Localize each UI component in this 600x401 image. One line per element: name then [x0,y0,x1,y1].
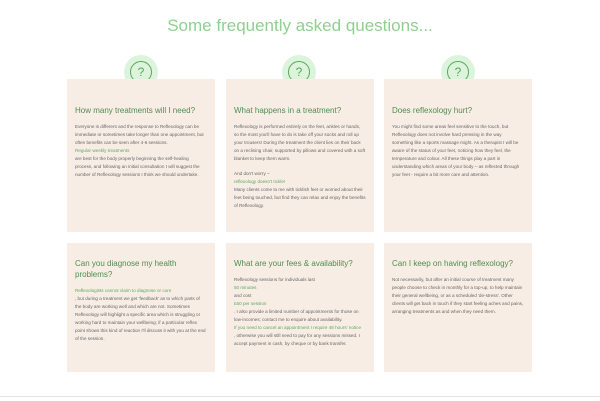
faq-card-diagnose [67,243,215,372]
faq-highlight: reflexology doesn't tickle! [234,178,286,184]
faq-question: Does reflexology hurt? [392,106,473,115]
question-icon: ? [130,61,152,83]
divider [0,396,600,397]
faq-text: . I also provide a limited number of appointments for those on low-incomes; contact me to enquire about availability. [234,308,359,322]
faq-highlight: 50 minutes [234,284,257,290]
faq-text: You might find some areas feel sensitive to the touch, but Reflexology does not involve hard pressing in the way something like a sports massage might. As a therapist I will be aware of the status of your feet, noticing how they feel, the temperature and colour. All these things play a part in understanding which areas of your body – as reflected through your feet - require a bit more care and attention. [392,123,520,177]
faq-card-fees [226,243,374,372]
faq-answer [392,276,524,316]
question-icon: ? [288,61,310,83]
faq-answer [75,287,207,343]
faq-question: What are your fees & availability? [234,259,353,268]
faq-question: Can you diagnose my health problems? [75,259,177,279]
faq-text: Not necessarily, but after an initial course of treatment many people choose to check in monthly for a top-up, to help maintain their general wellbeing, or as a scheduled 'de-stress'. Other clients will get back in touch if they start feeling aches and pains, arranging treatments as and when they need them. [392,276,524,314]
faq-answer [234,123,366,210]
faq-text: , but during a treatment we get 'feedback' as to which parts of the body are working well and which are not. Sometimes Reflexology will highlight a specific area which is struggling or working hard to maintain your wellbeing; if a particular reflex point shows this kind of reaction I'll discuss it with you at the end of the session. [75,295,206,341]
faq-text: Reflexology is performed entirely on the feet, ankles or hands, so the most you'll have to do is take off your socks and roll up your trousers! During the treatment the client lies on their back on a reclining chair, supported by pillows and covered with a soft blanket to keep them warm. [234,123,365,161]
faq-text: And don't worry – [234,170,270,176]
faq-card-keep [384,243,532,372]
faq-text: , otherwise you will still need to pay for any sessions missed. I accept payment in cash, by cheque or by bank transfer. [234,333,360,347]
faq-text: Many clients come to me with ticklish feet or worried about their feet being touched, but find they can relax and enjoy the benefits of Reflexology. [234,187,366,209]
faq-highlight: Regular weekly treatments [75,147,130,153]
faq-answer [392,123,524,179]
faq-text: Reflexology sessions for individuals last [234,276,315,282]
faq-text: Everyone is different and the response to Reflexology can be immediate or sometimes take longer than one appointment, but often benefits can be seen after 4-6 sessions. [75,123,204,145]
question-icon: ? [447,61,469,83]
faq-highlight: £60 per session [234,300,267,306]
faq-card-hurt [384,79,532,232]
page-title: Some frequently asked questions... [167,16,433,35]
faq-text: are best for the body properly beginning the self-healing process, and following an initial consultation I will suggest the number of Reflexology sessions I think we should undertake. [75,155,200,177]
faq-answer [234,276,366,348]
faq-card-treatment [226,79,374,232]
faq-highlight: Reflexologists cannot claim to diagnose or cure [75,287,172,293]
faq-card-treatments [67,79,215,232]
faq-question: What happens in a treatment? [234,106,342,115]
faq-text: and cost [234,292,252,298]
faq-highlight: If you need to cancel an appointment I require 48 hours' notice [234,324,362,330]
faq-question: Can I keep on having reflexology? [392,259,513,268]
faq-question: How many treatments will I need? [75,106,196,115]
faq-answer [75,123,207,179]
